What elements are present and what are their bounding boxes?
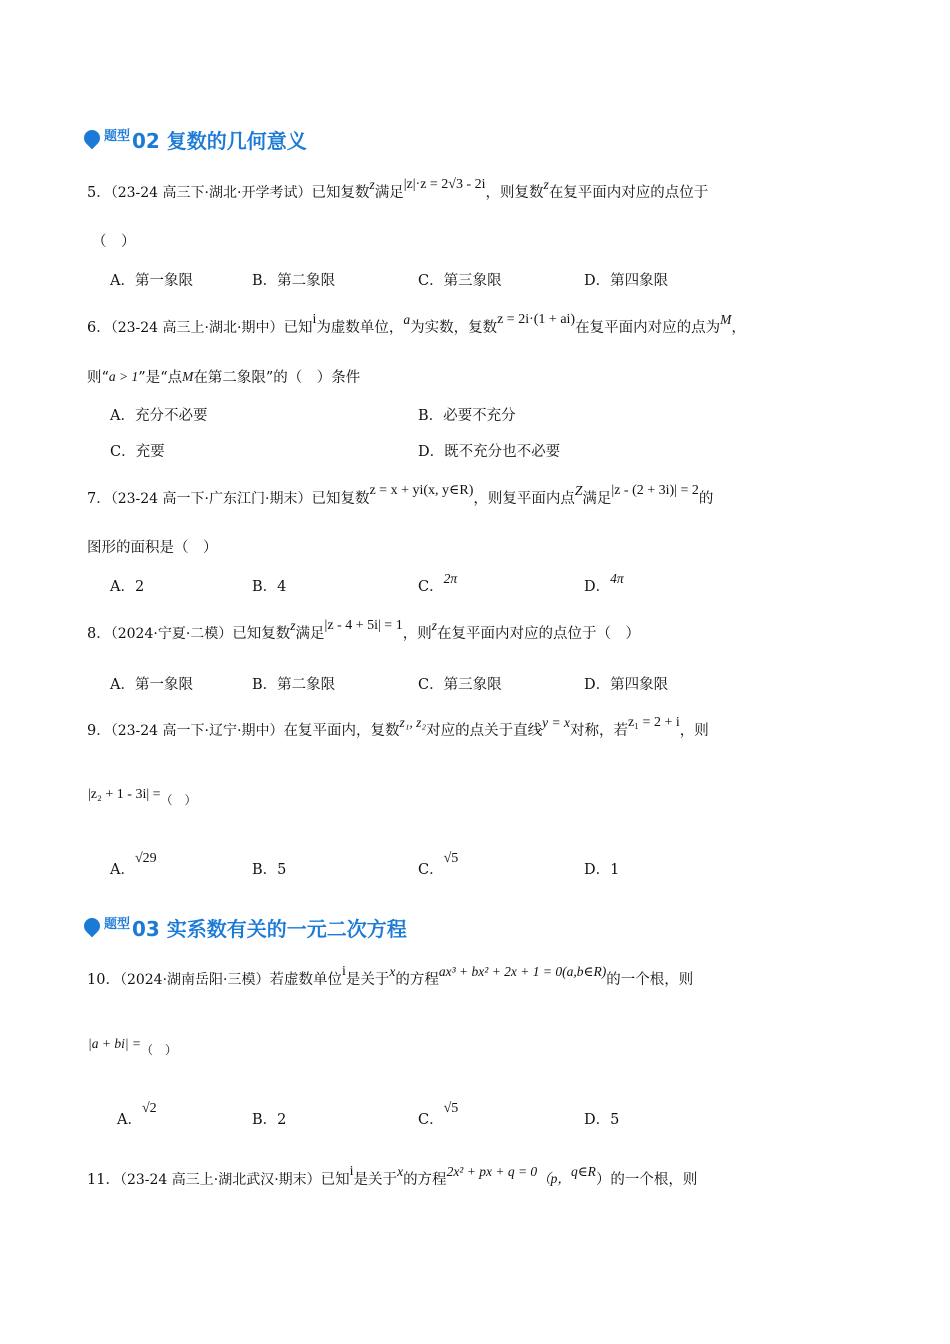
q7-option-c: C．2π: [418, 571, 458, 595]
section-header-03: [84, 912, 407, 942]
question-11-line1: 11．（23-24 高三上·湖北武汉·期末）已知i是关于x的方程2x² + px + q = 0（p，q∈R）的一个根，则: [87, 1164, 698, 1188]
question-8-line1: 8．（2024·宁夏·二模）已知复数z满足|z - 4 + 5i| = 1，则z在复平面内对应的点位于（ ）: [87, 618, 640, 642]
q8-option-a: A．第一象限: [110, 677, 193, 693]
section-header-02: [84, 124, 307, 154]
question-9-line2: |z₂ + 1 - 3i| =（ ）: [88, 787, 197, 807]
question-9-line1: 9．（23-24 高一下·辽宁·期中）在复平面内，复数z₁, z₂对应的点关于直线y = x对称，若z₁ = 2 + i，则: [87, 715, 709, 739]
question-6-line2: 则“a > 1”是“点M在第二象限”的（ ）条件: [87, 369, 361, 386]
q5-option-c: C．第三象限: [418, 273, 502, 289]
q5-option-b: B．第二象限: [252, 273, 336, 289]
q8-option-b: B．第二象限: [252, 677, 336, 693]
question-10-line1: 10．（2024·湖南岳阳·三模）若虚数单位i是关于x的方程ax³ + bx² + 2x + 1 = 0(a,b∈R)的一个根，则: [87, 964, 694, 988]
q6-option-a: A．充分不必要: [110, 408, 208, 424]
q9-option-a: A．√29: [110, 851, 157, 878]
q8-option-c: C．第三象限: [418, 677, 502, 693]
q9-option-c: C．√5: [418, 851, 459, 878]
q5-option-d: D．第四象限: [584, 273, 669, 289]
q9-option-d: D．1: [584, 862, 620, 878]
q6-option-d: D．既不充分也不必要: [418, 444, 561, 460]
question-10-line2: |a + bi| =（ ）: [88, 1036, 178, 1057]
section-title: 02 复数的几何意义: [132, 129, 307, 153]
question-5-line1: 5．（23-24 高三下·湖北·开学考试）已知复数z满足|z|·z = 2√3 - 2i，则复数z在复平面内对应的点位于: [87, 177, 709, 201]
q7-option-d: D．4π: [584, 571, 624, 595]
q6-option-c: C．充要: [110, 444, 165, 460]
q10-option-c: C．√5: [418, 1101, 459, 1128]
q9-option-b: B．5: [252, 862, 287, 878]
section-title: 03 实系数有关的一元二次方程: [132, 917, 407, 941]
q5-option-a: A．第一象限: [110, 273, 193, 289]
question-7-line1: 7．（23-24 高一下·广东江门·期末）已知复数z = x + yi(x, y∈R)，则复平面内点Z满足|z - (2 + 3i)| = 2的: [87, 483, 714, 507]
q7-option-a: A．2: [110, 579, 145, 595]
q6-option-b: B．必要不充分: [418, 408, 516, 424]
q10-option-b: B．2: [252, 1112, 287, 1128]
location-pin-icon: [81, 127, 104, 150]
q10-option-d: D．5: [584, 1112, 620, 1128]
question-5-paren: （ ）: [92, 234, 136, 250]
location-pin-icon: [81, 915, 104, 938]
section-tag: 题型: [104, 129, 131, 144]
section-tag: 题型: [104, 917, 131, 932]
question-7-line2: 图形的面积是（ ）: [87, 540, 218, 556]
question-6-line1: 6．（23-24 高三上·湖北·期中）已知i为虚数单位，a为实数，复数z = 2i·(1 + ai)在复平面内对应的点为M，: [87, 312, 746, 336]
q10-option-a: A．√2: [117, 1101, 157, 1128]
q8-option-d: D．第四象限: [584, 677, 669, 693]
q7-option-b: B．4: [252, 579, 287, 595]
